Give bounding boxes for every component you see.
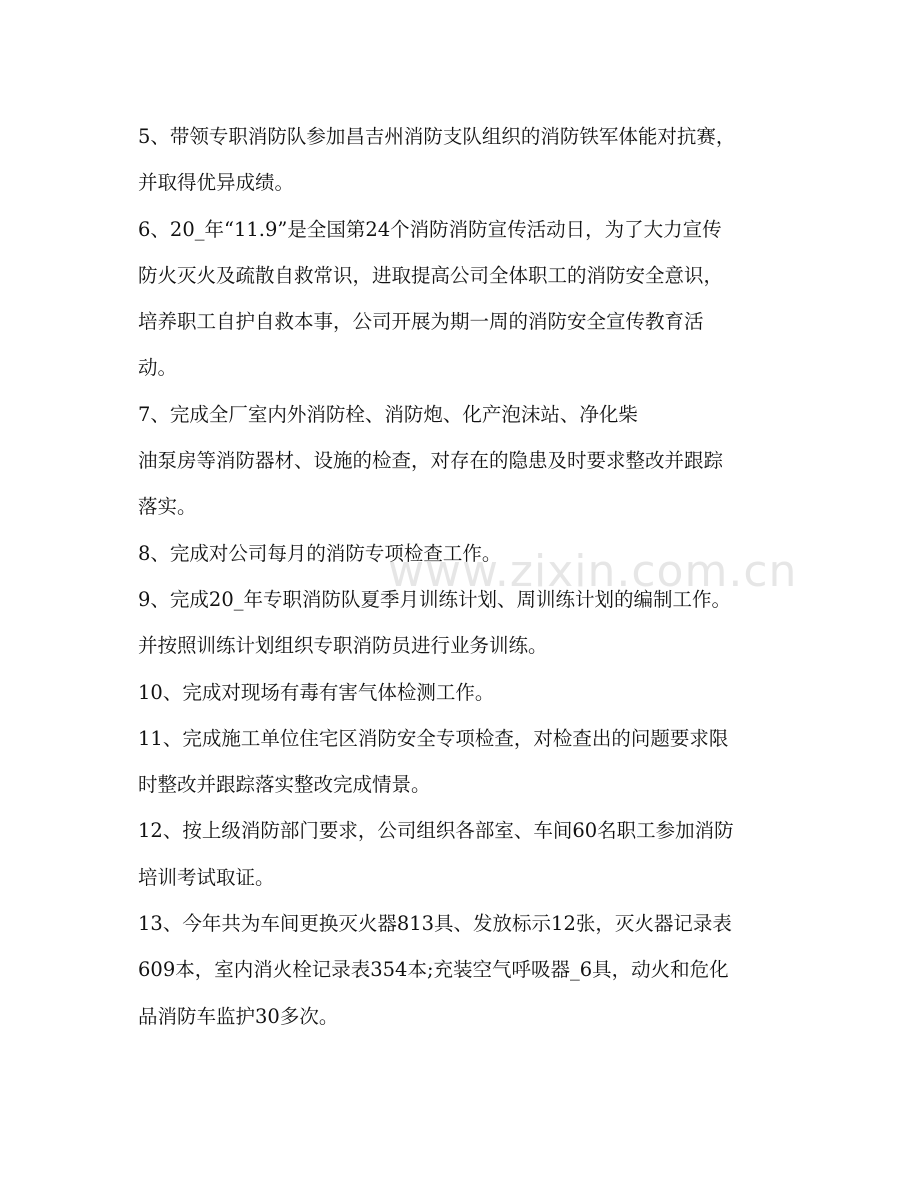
text-line: 12、按上级消防部门要求，公司组织各部室、车间60名职工参加消防	[138, 819, 734, 843]
text-line: 8、完成对公司每月的消防专项检查工作。	[138, 541, 502, 565]
text-line: 动。	[138, 356, 178, 380]
text-line: 培养职工自护自救本事，公司开展为期一周的消防安全宣传教育活	[138, 310, 704, 334]
text-line: 9、完成20_年专职消防队夏季月训练计划、周训练计划的编制工作。	[138, 587, 731, 611]
text-line: 11、完成施工单位住宅区消防安全专项检查，对检查出的问题要求限	[138, 726, 729, 750]
text-line: 7、完成全厂室内外消防栓、消防炮、化产泡沫站、净化柴	[138, 402, 638, 426]
text-line: 时整改并跟踪落实整改完成情景。	[138, 773, 431, 797]
text-line: 品消防车监护30多次。	[138, 1004, 339, 1028]
text-line: 10、完成对现场有毒有害气体检测工作。	[138, 680, 495, 704]
text-line: 609本，室内消火栓记录表354本;充装空气呼吸器_6具，动火和危化	[138, 958, 729, 982]
text-line: 并取得优异成绩。	[138, 171, 295, 195]
text-line: 防火灭火及疏散自救常识，进取提高公司全体职工的消防安全意识，	[138, 263, 724, 287]
document-body	[138, 114, 798, 1040]
text-line: 6、20_年“11.9”是全国第24个消防消防宣传活动日，为了大力宣传	[138, 217, 722, 241]
text-line: 落实。	[138, 495, 197, 519]
text-line: 5、带领专职消防队参加昌吉州消防支队组织的消防铁军体能对抗赛，	[138, 125, 736, 148]
text-line: 并按照训练计划组织专职消防员进行业务训练。	[138, 634, 548, 658]
watermark: www.zixin.com.cn	[388, 546, 798, 597]
text-line: 13、今年共为车间更换灭火器813具、发放标示12张，灭火器记录表	[138, 912, 732, 936]
text-line: 培训考试取证。	[138, 865, 275, 889]
text-line: 油泵房等消防器材、设施的检查，对存在的隐患及时要求整改并跟踪	[138, 449, 724, 473]
